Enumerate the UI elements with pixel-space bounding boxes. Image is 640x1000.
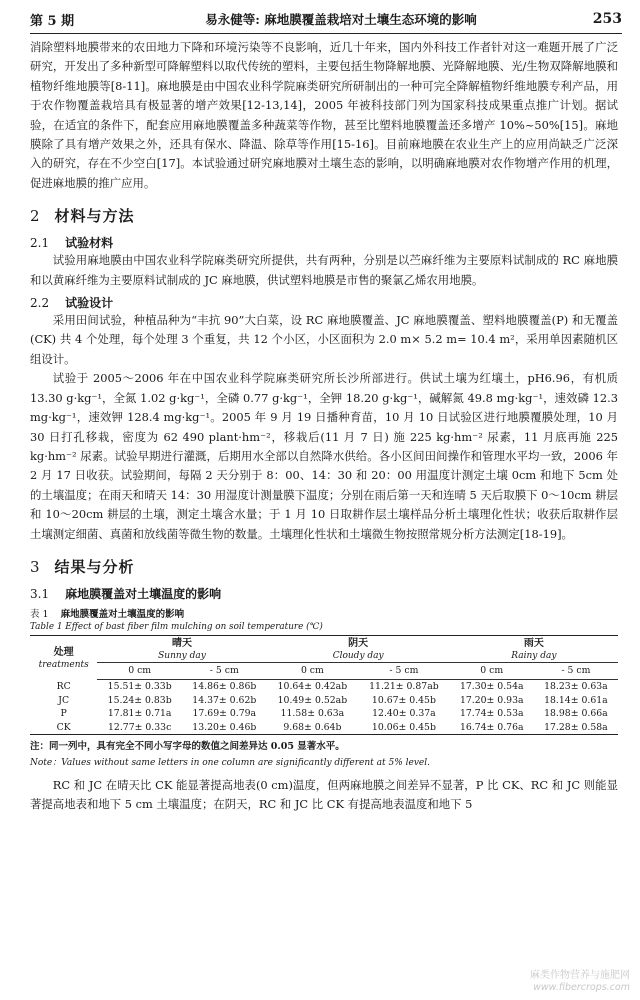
value-cell: 12.77± 0.33c xyxy=(97,720,182,734)
table-1-caption-en: Table 1 Effect of bast fiber film mulching on soil temperature (℃) xyxy=(30,621,323,632)
group-rainy-en: Rainy day xyxy=(511,650,557,661)
value-cell: 18.98± 0.66a xyxy=(544,708,608,720)
value-cell: 10.64± 0.42ab xyxy=(277,681,348,693)
group-header-rainy xyxy=(450,635,618,662)
table-row xyxy=(30,720,618,734)
group-header-cloudy xyxy=(267,635,450,662)
table-1-title-cn: 麻地膜覆盖对土壤温度的影响 xyxy=(60,608,185,620)
header-rule xyxy=(30,33,622,34)
section-2-number: 2 xyxy=(30,207,41,226)
value-cell: 11.21± 0.87ab xyxy=(369,681,439,693)
depth-header: 0 cm xyxy=(267,662,359,679)
section-2-1-text: 试验用麻地膜由中国农业科学院麻类研究所提供，共有两种，分别是以苎麻纤维为主要原料试制成的 RC 麻地膜和以黄麻纤维为主要原料试制成的 JC 麻地膜，供试塑料地膜是市售的聚氯乙烯农用地膜。 xyxy=(30,253,618,287)
value-cell: 17.20± 0.93a xyxy=(459,694,524,706)
value-cell: 11.58± 0.63a xyxy=(280,708,345,720)
section-2-title: 材料与方法 xyxy=(54,207,135,226)
treatment-column-header xyxy=(30,635,97,679)
value-cell: 10.67± 0.45b xyxy=(371,694,436,706)
section-2-2-text-1: 采用田间试验，种植品种为“丰抗 90”大白菜，设 RC 麻地膜覆盖、JC 麻地膜覆盖、塑料地膜覆盖(P) 和无覆盖(CK) 共 4 个处理，每个处理 3 个重复，共 12 个小区，小区面积为 2.0 m× 5.2 m= 10.4 m²，采用单因素随机区组设计。 xyxy=(30,313,618,366)
value-cell: 16.74± 0.76a xyxy=(450,720,534,734)
treatment-header-en: treatments xyxy=(38,659,89,670)
group-rainy-cn: 雨天 xyxy=(523,637,544,649)
watermark-cn: 麻类作物营养与施肥网 xyxy=(530,970,630,981)
section-2-heading xyxy=(30,205,618,226)
treatment-cell: JC xyxy=(58,694,70,706)
section-2-2-text-2: 试验于 2005～2006 年在中国农业科学院麻类研究所长沙所部进行。供试土壤为红壤土，pH6.96，有机质 13.30 g·kg⁻¹，全氮 1.02 g·kg⁻¹，全磷 0.77 g·kg⁻¹，全钾 18.20 g·kg⁻¹，碱解氮 49.8 mg·kg⁻¹，速效磷 12.3 mg·kg⁻¹，速效钾 128.4 mg·kg⁻¹。2005 年 9 月 19 日播种育苗，10 月 10 日试验区进行地膜覆膜处理，10 月 30 日打孔移栽，密度为 62 490 plant·hm⁻²，移栽后(11 月 7 日) 施 225 kg·hm⁻² 尿素，11 月底再施 225 kg·hm⁻² 尿素。试验早期进行灌溉，后期用水全部以自然降水供给。各小区间田间操作和管理水平均一致，2006 年 2 月 17 日收获。试验期间，每隔 2 天分别于 8：00、14：30 和 20：00 用温度计测定土壤 0cm 和地下 5cm 处的土壤温度；在雨天和晴天 14：30 用湿度计测量膜下温度；分别在雨后第一天和连晴 5 天后取膜下 0～10cm 耕层和 10～20cm 耕层的土壤，测定土壤含水量；于 1 月 10 日取耕作层土壤样品分析土壤理化性状；收获后取耕作层土壤测定细菌、真菌和放线菌等微生物的数量。土壤理化性状和土壤微生物按照常规分析方法测定[18-19]。 xyxy=(30,371,618,541)
treatment-cell: RC xyxy=(56,680,71,692)
group-cloudy-cn: 阴天 xyxy=(348,637,369,649)
section-2-2-title: 试验设计 xyxy=(65,296,114,311)
value-cell: 12.40± 0.37a xyxy=(372,708,436,720)
site-watermark xyxy=(530,970,630,994)
value-cell: 15.24± 0.83b xyxy=(107,694,172,706)
depth-header: - 5 cm xyxy=(534,662,618,679)
running-header xyxy=(30,6,622,32)
treatment-header-cn: 处理 xyxy=(53,646,74,658)
group-sunny-en: Sunny day xyxy=(158,650,206,661)
value-cell: 17.69± 0.79a xyxy=(192,708,257,720)
table-1-note-cn: 注：同一列中，具有完全不同小写字母的数值之间差异达 0.05 显著水平。 xyxy=(30,740,345,752)
group-header-sunny xyxy=(97,635,266,662)
table-1-note-en: Note：Values without same letters in one column are significantly different at 5% level. xyxy=(30,757,430,768)
running-title: 易永健等: 麻地膜覆盖栽培对土壤生态环境的影响 xyxy=(205,12,477,27)
section-3-title: 结果与分析 xyxy=(54,557,135,576)
section-3-heading xyxy=(30,556,618,577)
table-1-label: 表 1 xyxy=(30,608,49,620)
table-1-caption-cn xyxy=(30,606,618,620)
section-3-1-heading xyxy=(30,585,618,602)
result-paragraph: RC 和 JC 在晴天比 CK 能显著提高地表(0 cm)温度，但两麻地膜之间差异不显著，P 比 CK、RC 和 JC 则能显著提高地表和地下 5 cm 土壤温度；在阴天，RC 和 JC 比 CK 有提高地表温度和地下 5 xyxy=(30,777,618,812)
intro-paragraph: 消除塑料地膜带来的农田地力下降和环境污染等不良影响，近几十年来，国内外科技工作者针对这一难题开展了广泛研究，开发出了多种新型可降解塑料以取代传统的塑料，主要包括生物降解地膜、光降解地膜、光/生物双降解地膜和植物纤维地膜等[8-11]。麻地膜是由中国农业科学院麻类研究所研制出的一种可完全降解植物纤维地膜专利产品，用于农作物覆盖栽培具有极显著的增产效果[12-13,14]，2005 年被科技部门列为国家科技成果重点推广计划。据试验，在适宜的条件下，配套应用麻地膜覆盖多种蔬菜等作物，甚至比塑料地膜覆盖还多增产 10%~50%[15]。麻地膜除了具有增产效果之外，还具有保水、降温、除草等作用[15-16]。目前麻地膜在农业生产上的应用尚缺乏广泛深入的研究，存在不少空白[17]。本试验通过研究麻地膜对土壤生态的影响，以明确麻地膜对农作物增产作用的机理，促进麻地膜的推广应用。 xyxy=(30,40,618,190)
section-2-2-number: 2.2 xyxy=(30,296,50,311)
depth-header: 0 cm xyxy=(97,662,182,679)
section-3-number: 3 xyxy=(30,557,41,576)
issue-label: 第 5 期 xyxy=(30,13,75,29)
value-cell: 18.23± 0.63a xyxy=(544,681,608,693)
section-3-1-title: 麻地膜覆盖对土壤温度的影响 xyxy=(65,586,222,601)
value-cell: 15.51± 0.33b xyxy=(107,681,172,693)
table-row xyxy=(30,679,618,693)
soil-temperature-table xyxy=(30,635,618,735)
value-cell: 13.20± 0.46b xyxy=(182,720,267,734)
value-cell: 17.74± 0.53a xyxy=(459,708,524,720)
section-2-1-heading xyxy=(30,234,618,251)
treatment-cell: P xyxy=(60,708,67,720)
watermark-url: www.fibercrops.com xyxy=(533,982,630,993)
table-row xyxy=(30,707,618,721)
value-cell: 14.37± 0.62b xyxy=(192,694,257,706)
article-body xyxy=(30,38,618,815)
treatment-cell: CK xyxy=(30,720,97,734)
section-2-1-number: 2.1 xyxy=(30,236,50,251)
value-cell: 18.14± 0.61a xyxy=(544,694,608,706)
group-sunny-cn: 晴天 xyxy=(171,637,192,649)
value-cell: 10.49± 0.52ab xyxy=(277,694,348,706)
value-cell: 17.28± 0.58a xyxy=(534,720,618,734)
table-row xyxy=(30,693,618,707)
value-cell: 17.30± 0.54a xyxy=(459,681,524,693)
value-cell: 10.06± 0.45b xyxy=(358,720,450,734)
depth-header: - 5 cm xyxy=(182,662,267,679)
section-2-1-title: 试验材料 xyxy=(65,236,114,251)
value-cell: 14.86± 0.86b xyxy=(192,681,257,693)
value-cell: 17.81± 0.71a xyxy=(107,708,172,720)
group-cloudy-en: Cloudy day xyxy=(332,650,384,661)
section-2-2-heading xyxy=(30,294,618,311)
depth-header: 0 cm xyxy=(450,662,534,679)
page-number: 253 xyxy=(592,11,622,27)
section-3-1-number: 3.1 xyxy=(30,586,50,601)
value-cell: 9.68± 0.64b xyxy=(267,720,359,734)
depth-header: - 5 cm xyxy=(358,662,450,679)
